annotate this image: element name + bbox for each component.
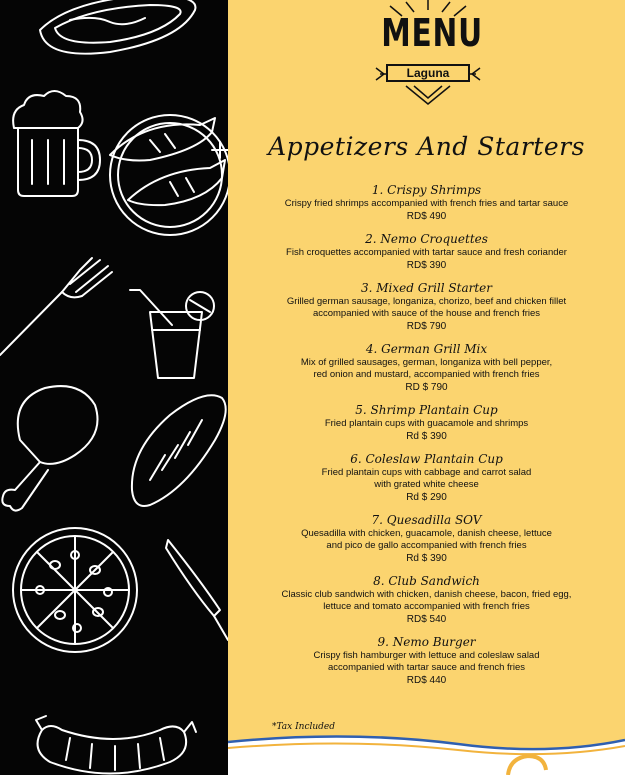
menu-item [228, 281, 625, 333]
menu-item [228, 635, 625, 687]
item-price: RD$ 390 [406, 260, 447, 271]
item-name: 7. Quesadilla SOV [371, 513, 482, 527]
fork-icon [0, 258, 112, 355]
baguette-icon [132, 395, 226, 506]
item-price: RD$ 490 [406, 211, 447, 222]
item-name: 5. Shrimp Plantain Cup [355, 403, 498, 417]
menu-item [228, 232, 625, 272]
menu-items [228, 183, 625, 696]
menu-title: MENU [381, 11, 483, 55]
item-description: Crispy fish hamburger with lettuce and coleslaw salad [313, 650, 540, 661]
sausage-icon [36, 716, 196, 774]
item-price: RD$ 440 [406, 675, 447, 686]
item-description: accompanied with tartar sauce and french fries [328, 662, 525, 673]
item-name: 8. Club Sandwich [373, 574, 480, 588]
menu-item [228, 403, 625, 443]
item-price: RD$ 790 [406, 321, 447, 332]
item-price: RD $ 790 [405, 382, 448, 393]
item-description: with grated white cheese [374, 479, 479, 490]
item-description: Grilled german sausage, longaniza, chorizo, beef and chicken fillet [286, 296, 567, 307]
section-title: Appetizers And Starters [268, 132, 585, 161]
item-description: Fried plantain cups with guacamole and shrimps [324, 418, 529, 429]
item-description: Quesadilla with chicken, guacamole, danish cheese, lettuce [301, 528, 552, 539]
beer-mug-icon [13, 91, 100, 196]
item-name: 4. German Grill Mix [365, 342, 488, 356]
item-description: and pico de gallo accompanied with french fries [326, 540, 527, 551]
item-price: Rd $ 390 [406, 431, 447, 442]
fish-plate-icon [110, 115, 228, 235]
item-name: 6. Coleslaw Plantain Cup [350, 452, 503, 466]
item-description: lettuce and tomato accompanied with french fries [323, 601, 530, 612]
item-description: Classic club sandwich with chicken, danish cheese, bacon, fried egg, [281, 589, 572, 600]
item-description: Mix of grilled sausages, german, longaniza with bell pepper, [300, 357, 553, 368]
item-name: 2. Nemo Croquettes [365, 232, 488, 246]
chicken-leg-icon [2, 386, 97, 511]
tax-note: *Tax Included [272, 722, 336, 732]
item-price: Rd $ 290 [406, 492, 447, 503]
knife-icon [166, 540, 228, 640]
menu-item [228, 342, 625, 394]
menu-item [228, 574, 625, 626]
item-name: 9. Nemo Burger [377, 635, 476, 649]
item-price: RD$ 540 [406, 614, 447, 625]
drink-glass-icon [130, 290, 214, 378]
item-description: Fried plantain cups with cabbage and carrot salad [321, 467, 532, 478]
item-name: 3. Mixed Grill Starter [361, 281, 492, 295]
menu-item [228, 452, 625, 504]
hotdog-icon [40, 0, 195, 54]
decorative-food-panel [0, 0, 228, 775]
item-description: red onion and mustard, accompanied with french fries [313, 369, 540, 380]
restaurant-name: Laguna [386, 64, 470, 82]
item-description: Crispy fried shrimps accompanied with french fries and tartar sauce [284, 198, 569, 209]
menu-content [228, 0, 625, 775]
item-price: Rd $ 390 [406, 553, 447, 564]
pizza-icon [13, 528, 137, 652]
menu-item [228, 513, 625, 565]
item-name: 1. Crispy Shrimps [371, 183, 482, 197]
menu-header [368, 0, 488, 110]
item-description: accompanied with sauce of the house and french fries [312, 308, 541, 319]
menu-item [228, 183, 625, 223]
item-description: Fish croquettes accompanied with tartar sauce and fresh coriander [286, 247, 567, 258]
footer-wave [228, 730, 625, 775]
